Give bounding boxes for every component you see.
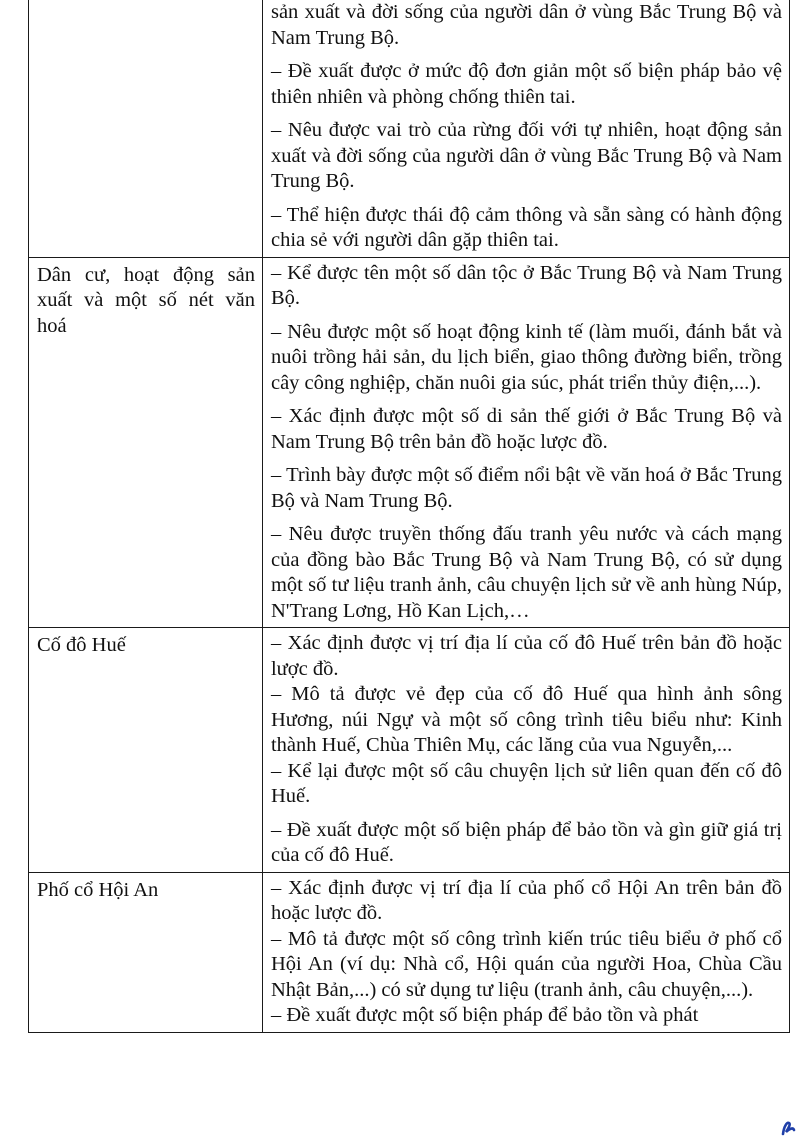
requirement-item: – Kể lại được một số câu chuyện lịch sử liên quan đến cố đô Huế.	[270, 759, 782, 807]
content-table	[28, 0, 790, 1033]
requirement-item: – Xác định được vị trí địa lí của cố đô Huế trên bản đồ hoặc lược đồ.	[270, 632, 782, 680]
table-row	[29, 0, 790, 257]
topic-label: Cố đô Huế	[37, 634, 126, 656]
requirement-item: – Nêu được truyền thống đấu tranh yêu nước và cách mạng của đồng bào Bắc Trung Bộ và Nam Trung Bộ, có sử dụng một số tư liệu tranh ảnh, câu chuyện lịch sử về anh hùng Núp, N'Trang Lơng, Hồ Kan Lịch,…	[270, 523, 782, 622]
requirement-item: – Xác định được vị trí địa lí của phố cổ Hội An trên bản đồ hoặc lược đồ.	[270, 876, 782, 924]
requirement-item: – Đề xuất được một số biện pháp để bảo tồn và gìn giữ giá trị của cố đô Huế.	[270, 818, 782, 866]
topic-cell	[29, 872, 263, 1032]
topic-cell	[29, 0, 263, 257]
topic-label: Dân cư, hoạt động sản xuất và một số nét văn hoá	[37, 263, 255, 337]
requirements-cell	[262, 628, 789, 873]
table-row	[29, 872, 790, 1032]
topic-cell	[29, 257, 263, 628]
topic-label: Phố cổ Hội An	[37, 878, 159, 901]
requirement-item: – Mô tả được một số công trình kiến trúc tiêu biểu ở phố cổ Hội An (ví dụ: Nhà cổ, Hội quán của người Hoa, Chùa Cầu Nhật Bản,...) có sử dụng tư liệu (tranh ảnh, câu chuyện,...).	[270, 927, 782, 1001]
requirement-item: sản xuất và đời sống của người dân ở vùng Bắc Trung Bộ và Nam Trung Bộ.	[270, 1, 782, 49]
requirement-item: – Mô tả được vẻ đẹp của cố đô Huế qua hình ảnh sông Hương, núi Ngự và một số công trình tiêu biểu như: Kinh thành Huế, Chùa Thiên Mụ, các lăng của vua Nguyễn,...	[270, 683, 782, 756]
requirement-item: – Trình bày được một số điểm nổi bật về văn hoá ở Bắc Trung Bộ và Nam Trung Bộ.	[270, 464, 782, 512]
requirement-item: – Thể hiện được thái độ cảm thông và sẵn sàng có hành động chia sẻ với người dân gặp thiên tai.	[270, 203, 782, 251]
table-row	[29, 257, 790, 628]
requirements-cell	[262, 0, 789, 257]
table-row	[29, 628, 790, 873]
requirements-cell	[262, 872, 789, 1032]
requirements-cell	[262, 257, 789, 628]
requirement-item: – Nêu được một số hoạt động kinh tế (làm muối, đánh bắt và nuôi trồng hải sản, du lịch biển, giao thông đường biển, trồng cây công nghiệp, chăn nuôi gia súc, phát triển thủy điện,...).	[270, 320, 782, 394]
topic-cell	[29, 628, 263, 873]
requirement-item: – Đề xuất được ở mức độ đơn giản một số biện pháp bảo vệ thiên nhiên và phòng chống thiên tai.	[270, 60, 782, 108]
requirement-item: – Xác định được một số di sản thế giới ở Bắc Trung Bộ và Nam Trung Bộ trên bản đồ hoặc lược đồ.	[270, 405, 782, 453]
signature-mark-icon	[780, 1120, 798, 1136]
requirement-item: – Nêu được vai trò của rừng đối với tự nhiên, hoạt động sản xuất và đời sống của người dân ở vùng Bắc Trung Bộ và Nam Trung Bộ.	[270, 119, 782, 192]
requirement-item: – Đề xuất được một số biện pháp để bảo tồn và phát	[270, 1004, 699, 1026]
requirement-item: – Kể được tên một số dân tộc ở Bắc Trung Bộ và Nam Trung Bộ.	[270, 261, 782, 309]
